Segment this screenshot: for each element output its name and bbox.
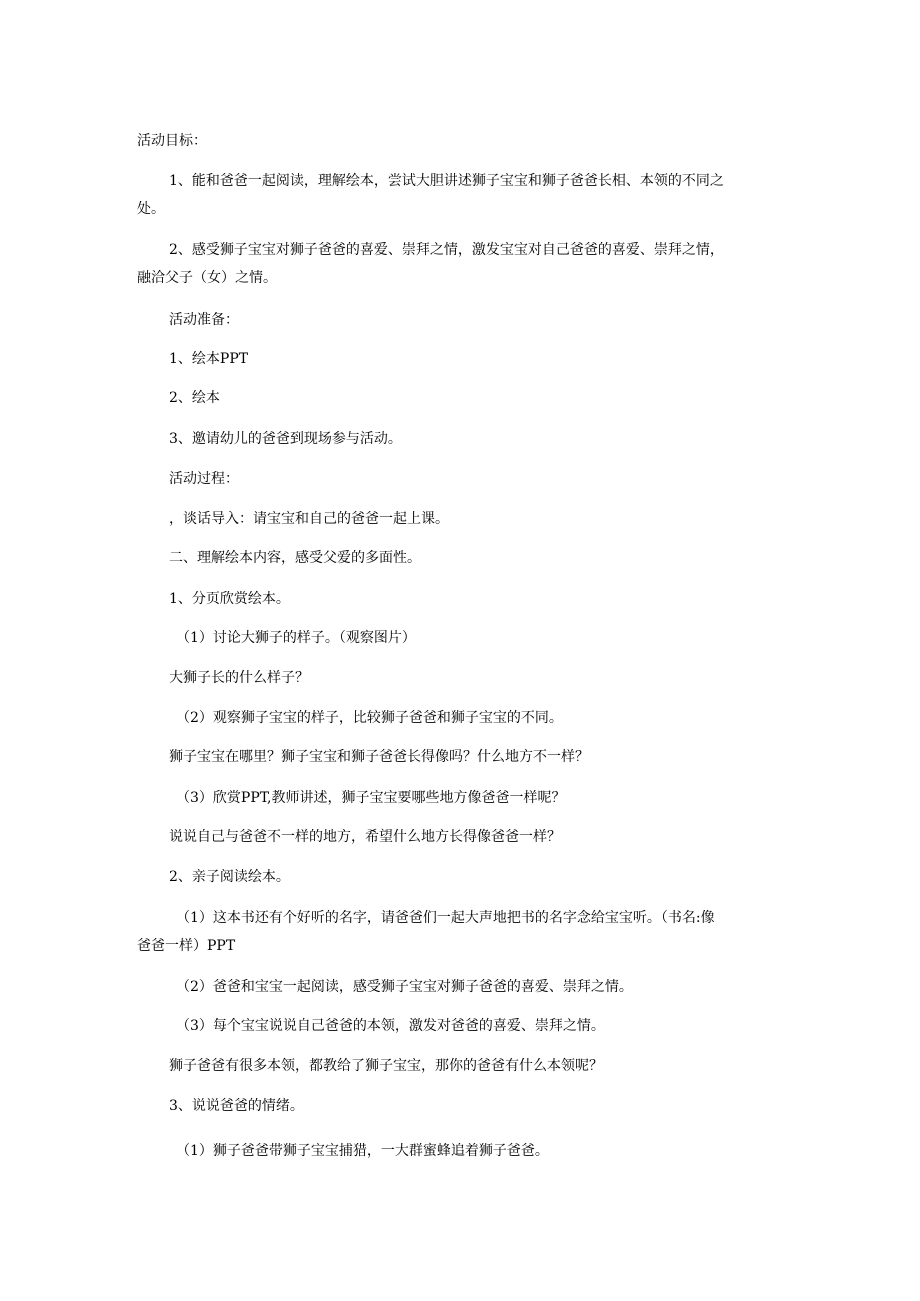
prep-item-3: 3、邀请幼儿的爸爸到现场参与活动。 <box>169 431 402 447</box>
step-2-item-1-question-1: 大狮子长的什么样子？ <box>169 670 309 686</box>
goal-1-line-2: 处。 <box>137 201 165 217</box>
goal-2-line-2: 融洽父子（女）之情。 <box>137 270 277 286</box>
step-2-item-1-question-2: 狮子宝宝在哪里？狮子宝宝和狮子爸爸长得像吗？什么地方不一样？ <box>169 749 589 765</box>
heading-activity-preparation: 活动准备： <box>169 312 239 328</box>
heading-activity-goals: 活动目标： <box>137 133 207 149</box>
step-2-item-3-sub-1: （1）狮子爸爸带狮子宝宝捕猎，一大群蜜蜂追着狮子爸爸。 <box>176 1143 549 1159</box>
step-2-item-2-sub-1-line-1: （1）这本书还有个好听的名字，请爸爸们一起大声地把书的名字念给宝宝听。（书名:像 <box>176 910 715 926</box>
heading-activity-process: 活动过程： <box>169 471 239 487</box>
goal-1-line-1: 1、能和爸爸一起阅读，理解绘本，尝试大胆讲述狮子宝宝和狮子爸爸长相、本领的不同之 <box>169 173 724 189</box>
step-2-item-2-sub-3: （3）每个宝宝说说自己爸爸的本领，激发对爸爸的喜爱、崇拜之情。 <box>176 1018 605 1034</box>
step-2-item-2-sub-1-line-2: 爸爸一样）PPT <box>137 938 236 954</box>
step-2-item-1-question-3: 说说自己与爸爸不一样的地方，希望什么地方长得像爸爸一样？ <box>169 829 561 845</box>
step-2-item-1-sub-3: （3）欣赏PPT,教师讲述，狮子宝宝要哪些地方像爸爸一样呢？ <box>176 790 566 806</box>
process-step-2: 二、理解绘本内容，感受父爱的多面性。 <box>169 550 421 566</box>
step-2-item-1-sub-2: （2）观察狮子宝宝的样子，比较狮子爸爸和狮子宝宝的不同。 <box>176 710 563 726</box>
step-2-item-2-question: 狮子爸爸有很多本领，都教给了狮子宝宝，那你的爸爸有什么本领呢？ <box>169 1058 603 1074</box>
step-2-item-1: 1、分页欣赏绘本。 <box>169 591 290 607</box>
prep-item-1: 1、绘本PPT <box>169 351 249 367</box>
step-2-item-3: 3、说说爸爸的情绪。 <box>169 1098 304 1114</box>
goal-2-line-1: 2、感受狮子宝宝对狮子爸爸的喜爱、崇拜之情，激发宝宝对自己爸爸的喜爱、崇拜之情， <box>169 242 724 258</box>
process-step-1: ，谈话导入：请宝宝和自己的爸爸一起上课。 <box>169 511 449 527</box>
step-2-item-2-sub-2: （2）爸爸和宝宝一起阅读，感受狮子宝宝对狮子爸爸的喜爱、崇拜之情。 <box>176 979 633 995</box>
step-2-item-2: 2、亲子阅读绘本。 <box>169 869 290 885</box>
prep-item-2: 2、绘本 <box>169 390 220 406</box>
step-2-item-1-sub-1: （1）讨论大狮子的样子。（观察图片） <box>176 630 416 646</box>
